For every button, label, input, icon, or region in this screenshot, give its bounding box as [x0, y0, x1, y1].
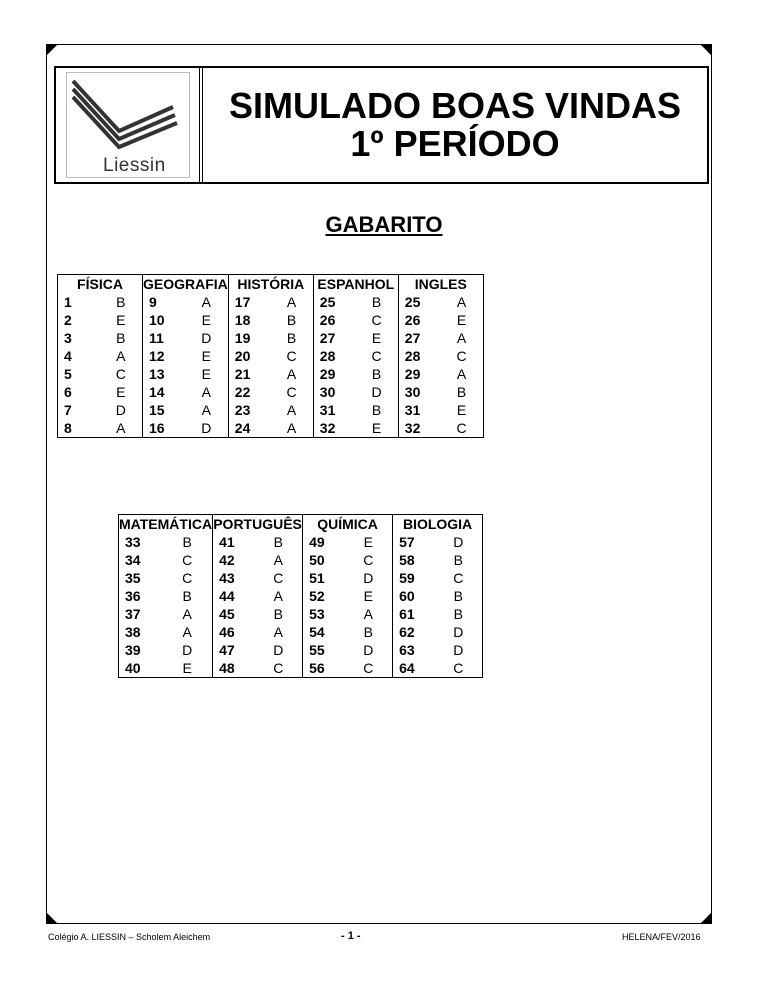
question-number: 26	[313, 311, 355, 329]
question-number: 32	[313, 419, 355, 438]
question-number: 11	[143, 329, 185, 347]
answer-letter: A	[182, 624, 192, 640]
answer-letter: B	[363, 624, 373, 640]
table-row	[58, 365, 484, 383]
question-number: 35	[125, 570, 141, 586]
answer-letter: E	[116, 312, 126, 328]
logo	[56, 68, 200, 182]
table-row	[119, 641, 483, 659]
question-number: 25	[313, 293, 355, 311]
table-row	[58, 401, 484, 419]
question-number: 53	[303, 605, 345, 623]
table-row	[119, 587, 483, 605]
header-box	[54, 66, 709, 184]
question-number: 10	[143, 311, 185, 329]
corner-mark-top-right	[700, 44, 712, 56]
question-number: 25	[398, 293, 440, 311]
answer-letter: C	[456, 420, 467, 436]
subject-header: PORTUGUÊS	[213, 516, 302, 532]
question-number: 12	[143, 347, 185, 365]
question-number: 2	[64, 312, 72, 328]
subject-header: BIOLOGIA	[393, 515, 483, 534]
question-number: 37	[125, 606, 141, 622]
answer-letter: B	[371, 402, 382, 418]
question-number: 6	[64, 384, 72, 400]
question-number: 59	[393, 569, 435, 587]
answer-letter: A	[286, 420, 297, 436]
answer-letter: C	[456, 348, 467, 364]
answer-letter: E	[456, 402, 467, 418]
answer-letter: D	[453, 534, 464, 550]
answer-letter: C	[273, 570, 284, 586]
question-number: 5	[64, 366, 72, 382]
question-number: 57	[393, 533, 435, 551]
answer-letter: C	[286, 348, 297, 364]
answer-letter: C	[182, 570, 193, 586]
answer-table-1	[57, 274, 484, 438]
question-number: 4	[64, 348, 72, 364]
question-number: 9	[143, 293, 185, 311]
answer-letter: B	[116, 330, 126, 346]
answer-letter: A	[116, 420, 126, 436]
question-number: 22	[228, 383, 270, 401]
answer-letter: E	[201, 348, 211, 364]
answer-letter: B	[273, 606, 283, 622]
answer-letter: D	[182, 642, 193, 658]
question-number: 36	[125, 588, 141, 604]
corner-mark-bottom-right	[700, 912, 712, 924]
answer-letter: B	[273, 534, 283, 550]
answer-letter: C	[363, 552, 374, 568]
answer-letter: E	[371, 420, 382, 436]
answer-letter: A	[286, 366, 297, 382]
question-number: 3	[64, 330, 72, 346]
question-number: 23	[228, 401, 270, 419]
question-number: 19	[228, 329, 270, 347]
answer-letter: B	[371, 366, 382, 382]
answer-letter: E	[363, 588, 373, 604]
table-row	[119, 569, 483, 587]
footer-author-date: HELENA/FEV/2016	[622, 932, 701, 942]
question-number: 61	[393, 605, 435, 623]
table-row	[119, 533, 483, 551]
question-number: 24	[228, 419, 270, 438]
question-number: 44	[213, 587, 255, 605]
question-number: 27	[313, 329, 355, 347]
answer-letter: D	[273, 642, 284, 658]
answer-letter: C	[182, 552, 193, 568]
question-number: 29	[398, 365, 440, 383]
answer-letter: E	[456, 312, 467, 328]
corner-mark-top-left	[46, 44, 58, 56]
answer-letter: E	[182, 660, 192, 676]
question-number: 39	[125, 642, 141, 658]
subject-header: QUÍMICA	[303, 515, 393, 534]
answer-letter: C	[273, 660, 284, 676]
question-number: 30	[398, 383, 440, 401]
question-number: 15	[143, 401, 185, 419]
table-row	[58, 347, 484, 365]
question-number: 54	[303, 623, 345, 641]
answer-letter: A	[286, 402, 297, 418]
question-number: 42	[213, 551, 255, 569]
answer-letter: C	[371, 312, 382, 328]
answer-letter: E	[201, 366, 211, 382]
answer-letter: D	[453, 642, 464, 658]
answer-letter: A	[201, 402, 211, 418]
table-row	[58, 419, 484, 438]
question-number: 16	[143, 419, 185, 438]
question-number: 30	[313, 383, 355, 401]
question-number: 64	[393, 659, 435, 678]
answer-letter: A	[273, 624, 283, 640]
answer-letter: D	[115, 402, 126, 418]
answer-letter: C	[115, 366, 126, 382]
answer-letter: B	[456, 384, 467, 400]
question-number: 18	[228, 311, 270, 329]
subject-header: GEOGRAFIA	[143, 276, 228, 292]
answer-letter: D	[201, 330, 212, 346]
answer-letter: B	[453, 588, 463, 604]
question-number: 8	[64, 420, 72, 436]
answer-letter: A	[201, 294, 211, 310]
question-number: 1	[64, 294, 72, 310]
question-number: 63	[393, 641, 435, 659]
page-title: GABARITO	[325, 212, 443, 237]
answer-letter: D	[453, 624, 464, 640]
table-row	[58, 311, 484, 329]
title-area	[202, 68, 707, 182]
footer-school: Colégio A. LIESSIN – Scholem Aleichem	[48, 932, 211, 942]
question-number: 51	[303, 569, 345, 587]
table-row	[119, 623, 483, 641]
answer-letter: A	[456, 366, 467, 382]
question-number: 34	[125, 552, 141, 568]
question-number: 31	[398, 401, 440, 419]
answer-letter: B	[182, 588, 192, 604]
subject-header: MATEMÁTICA	[119, 516, 213, 532]
question-number: 47	[213, 641, 255, 659]
answer-letter: C	[371, 348, 382, 364]
question-number: 62	[393, 623, 435, 641]
answer-letter: B	[116, 294, 126, 310]
table-row	[119, 605, 483, 623]
question-number: 58	[393, 551, 435, 569]
question-number: 38	[125, 624, 141, 640]
title-line-2: 1º PERÍODO	[350, 123, 560, 164]
question-number: 32	[398, 419, 440, 438]
answer-table-2	[118, 514, 483, 678]
answer-letter: C	[453, 660, 464, 676]
question-number: 28	[313, 347, 355, 365]
question-number: 29	[313, 365, 355, 383]
question-number: 21	[228, 365, 270, 383]
answer-letter: B	[286, 312, 297, 328]
logo-chevron-icon	[67, 73, 189, 153]
subject-header: INGLES	[398, 275, 483, 294]
question-number: 17	[228, 293, 270, 311]
answer-letter: B	[453, 552, 463, 568]
question-number: 45	[213, 605, 255, 623]
table-row	[119, 551, 483, 569]
answer-letter: E	[371, 330, 382, 346]
answer-letter: D	[201, 420, 212, 436]
table-row	[58, 293, 484, 311]
question-number: 27	[398, 329, 440, 347]
answer-letter: C	[453, 570, 464, 586]
answer-letter: C	[286, 384, 297, 400]
table-row	[58, 383, 484, 401]
answer-letter: A	[456, 330, 467, 346]
logo-frame	[66, 72, 190, 178]
question-number: 26	[398, 311, 440, 329]
answer-letter: E	[363, 534, 373, 550]
question-number: 49	[303, 533, 345, 551]
title-line-1: SIMULADO BOAS VINDAS	[228, 85, 682, 126]
answer-letter: A	[286, 294, 297, 310]
question-number: 41	[213, 533, 255, 551]
answer-letter: A	[363, 606, 373, 622]
answer-letter: B	[453, 606, 463, 622]
table-row	[119, 659, 483, 678]
answer-letter: A	[456, 294, 467, 310]
subject-header: HISTÓRIA	[228, 275, 313, 294]
question-number: 43	[213, 569, 255, 587]
answer-letter: E	[116, 384, 126, 400]
corner-mark-bottom-left	[46, 912, 58, 924]
question-number: 52	[303, 587, 345, 605]
answer-letter: E	[201, 312, 211, 328]
table-row	[58, 329, 484, 347]
answer-letter: A	[182, 606, 192, 622]
subject-header: FÍSICA	[77, 276, 123, 292]
answer-letter: A	[116, 348, 126, 364]
answer-letter: D	[363, 570, 374, 586]
question-number: 14	[143, 383, 185, 401]
question-number: 13	[143, 365, 185, 383]
subject-header: ESPANHOL	[313, 275, 398, 294]
logo-text: Liessin	[103, 155, 166, 176]
question-number: 20	[228, 347, 270, 365]
answer-letter: A	[273, 552, 283, 568]
answer-letter: B	[182, 534, 192, 550]
question-number: 55	[303, 641, 345, 659]
question-number: 60	[393, 587, 435, 605]
answer-letter: A	[201, 384, 211, 400]
footer-page-number: - 1 -	[341, 930, 361, 942]
answer-letter: B	[286, 330, 297, 346]
answer-letter: D	[371, 384, 382, 400]
answer-letter: D	[363, 642, 374, 658]
question-number: 50	[303, 551, 345, 569]
question-number: 40	[125, 660, 141, 676]
question-number: 48	[213, 659, 255, 678]
answer-letter: A	[273, 588, 283, 604]
answer-letter: B	[371, 294, 382, 310]
question-number: 7	[64, 402, 72, 418]
question-number: 33	[125, 534, 141, 550]
question-number: 56	[303, 659, 345, 678]
answer-letter: C	[363, 660, 374, 676]
question-number: 28	[398, 347, 440, 365]
question-number: 46	[213, 623, 255, 641]
question-number: 31	[313, 401, 355, 419]
